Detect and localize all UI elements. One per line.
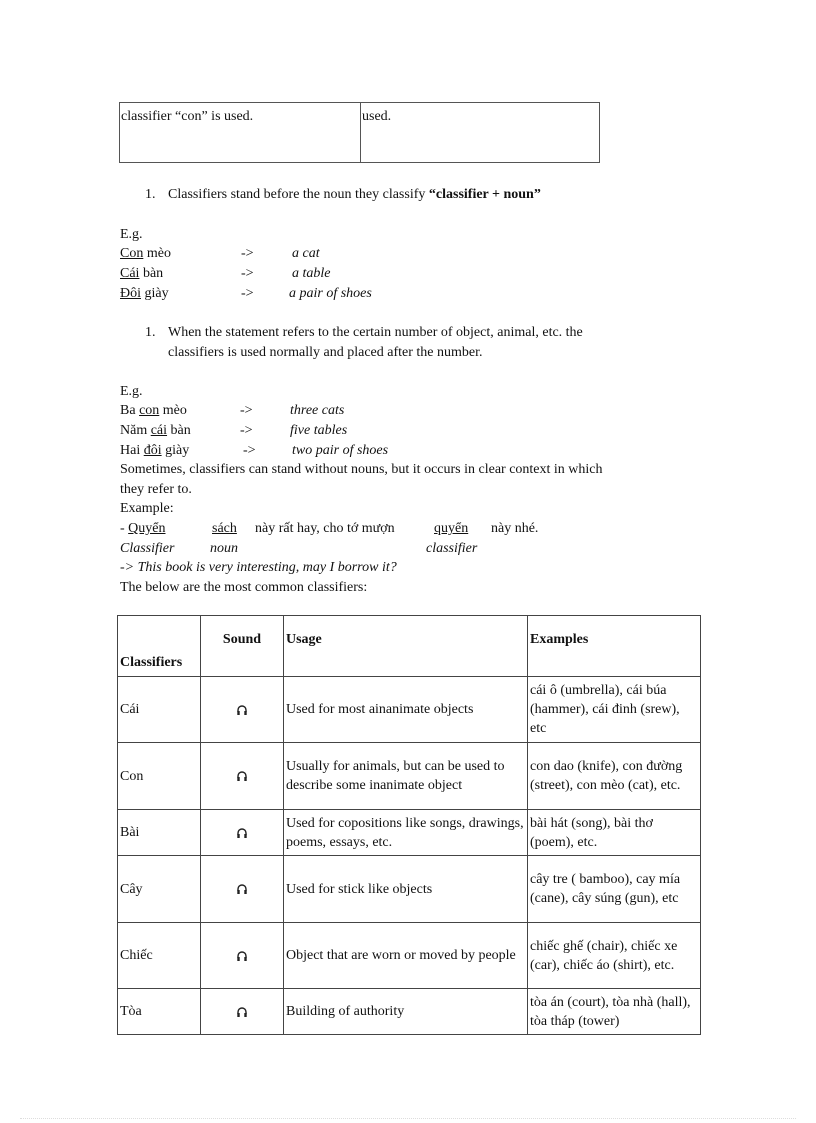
example-classifier-1: Quyển — [128, 521, 166, 536]
eg2-row-3-meaning: two pair of shoes — [292, 443, 389, 458]
row-classifier: Con — [118, 743, 201, 810]
table-row — [118, 677, 701, 743]
rule2-line-2: classifiers is used normally and placed after the number. — [168, 345, 483, 360]
eg1-row-3-word — [120, 284, 169, 303]
headphone-icon[interactable] — [236, 704, 248, 716]
eg2-row-1-meaning: three cats — [290, 403, 345, 418]
table-intro: The below are the most common classifiers: — [120, 580, 368, 595]
eg2-row-1-arrow: -> — [240, 403, 253, 418]
row-usage: Building of authority — [284, 989, 528, 1035]
row-classifier: Cái — [118, 677, 201, 743]
eg1-row-1-classifier: Con — [120, 246, 144, 261]
eg1-row-1-meaning: a cat — [292, 246, 320, 261]
eg2-row-2-number: Năm — [120, 423, 151, 438]
rule1-text — [168, 185, 541, 204]
example-gloss-classifier: Classifier — [120, 541, 175, 556]
eg1-label: E.g. — [120, 227, 143, 242]
row-examples: tòa án (court), tòa nhà (hall), tòa tháp (tower) — [528, 989, 701, 1035]
eg1-row-1-word — [120, 244, 171, 263]
row-usage: Used for stick like objects — [284, 856, 528, 923]
row-classifier: Bài — [118, 810, 201, 856]
example-word-1 — [120, 519, 166, 538]
eg1-row-2-arrow: -> — [241, 266, 254, 281]
eg1-row-1-noun: mèo — [143, 246, 171, 261]
eg2-row-1-classifier: con — [139, 403, 160, 418]
row-usage: Usually for animals, but can be used to describe some inanimate object — [284, 743, 528, 810]
row-usage: Used for most ainanimate objects — [284, 677, 528, 743]
eg1-row-2-meaning: a table — [292, 266, 331, 281]
eg2-row-1-word — [120, 401, 187, 420]
headphone-icon[interactable] — [236, 1006, 248, 1018]
row-classifier: Cây — [118, 856, 201, 923]
eg2-row-3-number: Hai — [120, 443, 144, 458]
eg2-row-3-noun: giày — [161, 443, 190, 458]
rule1-number: 1. — [145, 187, 156, 202]
row-usage: Object that are worn or moved by people — [284, 923, 528, 989]
headphone-icon[interactable] — [236, 770, 248, 782]
rule1-text-plain: Classifiers stand before the noun they classify — [168, 187, 429, 202]
header-usage: Usage — [284, 616, 528, 677]
sometimes-line-2: they refer to. — [120, 482, 192, 497]
top-table-cell-2: used. — [362, 109, 392, 124]
eg1-row-2-classifier: Cái — [120, 266, 140, 281]
eg2-label: E.g. — [120, 384, 143, 399]
rule2-number: 1. — [145, 325, 156, 340]
row-classifier: Tòa — [118, 989, 201, 1035]
row-sound — [201, 743, 284, 810]
eg2-row-1-noun: mèo — [159, 403, 187, 418]
header-sound: Sound — [201, 616, 284, 677]
example-gloss-noun: noun — [210, 541, 238, 556]
sometimes-line-1: Sometimes, classifiers can stand without nouns, but it occurs in clear context in which — [120, 462, 603, 477]
classifier-table — [117, 615, 701, 1035]
row-sound — [201, 810, 284, 856]
eg2-row-1-number: Ba — [120, 403, 140, 418]
example-translation: -> This book is very interesting, may I borrow it? — [120, 560, 397, 575]
row-usage: Used for copositions like songs, drawings, poems, essays, etc. — [284, 810, 528, 856]
example-classifier-2: quyển — [434, 521, 469, 536]
row-examples: con dao (knife), con đường (street), con mèo (cat), etc. — [528, 743, 701, 810]
eg1-row-3-noun: giày — [141, 286, 169, 301]
top-table-cell-1: classifier “con” is used. — [121, 109, 254, 124]
rule1-text-bold: “classifier + noun” — [428, 187, 541, 202]
table-divider — [360, 103, 361, 162]
eg2-row-2-meaning: five tables — [290, 423, 348, 438]
page-bottom-rule — [20, 1118, 796, 1119]
example-dash: - — [120, 521, 129, 536]
example-noun: sách — [212, 521, 237, 536]
header-classifiers: Classifiers — [118, 616, 201, 677]
top-table-fragment — [119, 102, 600, 163]
row-sound — [201, 923, 284, 989]
headphone-icon[interactable] — [236, 827, 248, 839]
example-gloss-classifier-2: classifier — [426, 541, 478, 556]
row-examples: cây tre ( bamboo), cay mía (cane), cây súng (gun), etc — [528, 856, 701, 923]
headphone-icon[interactable] — [236, 950, 248, 962]
header-examples: Examples — [528, 616, 701, 677]
eg2-row-3-arrow: -> — [243, 443, 256, 458]
row-examples: cái ô (umbrella), cái búa (hammer), cái đinh (srew), etc — [528, 677, 701, 743]
eg1-row-3-arrow: -> — [241, 286, 254, 301]
example-end: này nhé. — [491, 521, 539, 536]
table-row — [118, 810, 701, 856]
eg2-row-2-arrow: -> — [240, 423, 253, 438]
eg1-row-1-arrow: -> — [241, 246, 254, 261]
row-sound — [201, 856, 284, 923]
rule2-line-1: When the statement refers to the certain number of object, animal, etc. the — [168, 325, 583, 340]
eg2-row-2-word — [120, 421, 191, 440]
headphone-icon[interactable] — [236, 883, 248, 895]
table-row — [118, 856, 701, 923]
eg2-row-3-classifier: đôi — [143, 443, 162, 458]
table-header-row — [118, 616, 701, 677]
table-row — [118, 989, 701, 1035]
eg2-row-3-word — [120, 441, 189, 460]
eg1-row-3-classifier: Đôi — [120, 286, 141, 301]
example-middle: này rất hay, cho tớ mượn — [255, 521, 395, 536]
table-row — [118, 923, 701, 989]
row-sound — [201, 677, 284, 743]
row-examples: chiếc ghế (chair), chiếc xe (car), chiếc áo (shirt), etc. — [528, 923, 701, 989]
table-row — [118, 743, 701, 810]
eg1-row-2-word — [120, 264, 163, 283]
row-classifier: Chiếc — [118, 923, 201, 989]
eg2-row-2-classifier: cái — [150, 423, 168, 438]
eg1-row-2-noun: bàn — [139, 266, 164, 281]
eg2-row-2-noun: bàn — [167, 423, 191, 438]
row-examples: bài hát (song), bài thơ (poem), etc. — [528, 810, 701, 856]
eg1-row-3-meaning: a pair of shoes — [289, 286, 372, 301]
example-label: Example: — [120, 501, 174, 516]
row-sound — [201, 989, 284, 1035]
